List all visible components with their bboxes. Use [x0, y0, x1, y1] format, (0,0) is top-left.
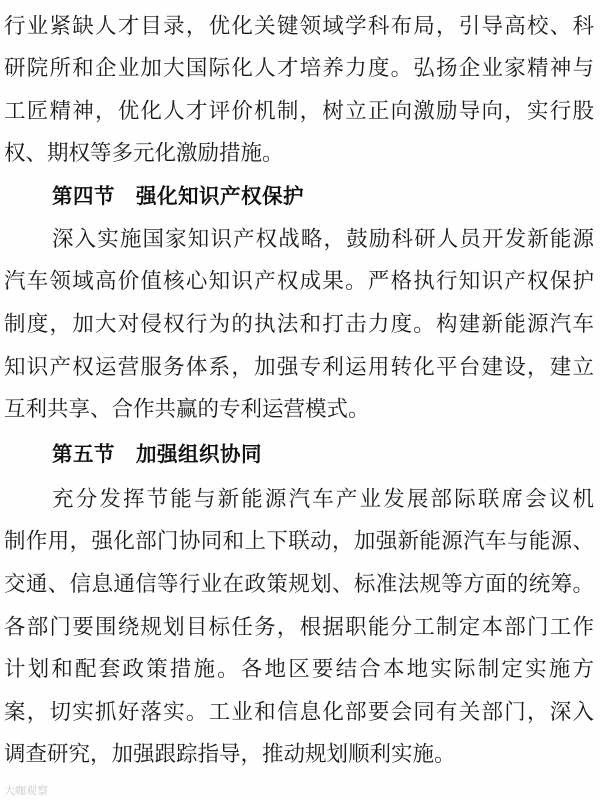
paragraph-line: 各部门要围绕规划目标任务，根据职能分工制定本部门工作: [4, 615, 594, 640]
paragraph-line: 案，切实抓好落实。工业和信息化部要会同有关部门，深入: [4, 700, 594, 725]
watermark: 大咖观察: [4, 784, 48, 797]
paragraph-line: 互利共享、合作共赢的专利运营模式。: [4, 397, 370, 422]
paragraph-line: 制作用，强化部门协同和上下联动，加强新能源汽车与能源、: [4, 529, 594, 554]
paragraph-line: 权、期权等多元化激励措施。: [4, 141, 284, 166]
section-heading-5: 第五节 加强组织协同: [52, 442, 262, 466]
paragraph-line: 制度，加大对侵权行为的执法和打击力度。构建新能源汽车: [4, 312, 594, 337]
paragraph-line: 行业紧缺人才目录，优化关键领域学科布局，引导高校、科: [4, 14, 594, 39]
paragraph-line: 工匠精神，优化人才评价机制，树立正向激励导向，实行股: [4, 99, 594, 124]
paragraph-line: 计划和配套政策措施。各地区要结合本地实际制定实施方: [4, 657, 594, 682]
paragraph-line: 知识产权运营服务体系，加强专利运用转化平台建设，建立: [4, 355, 594, 380]
paragraph-line: 交通、信息通信等行业在政策规划、标准法规等方面的统筹。: [4, 572, 594, 597]
section-heading-4: 第四节 强化知识产权保护: [52, 184, 304, 208]
paragraph-line: 汽车领域高价值核心知识产权成果。严格执行知识产权保护: [4, 269, 594, 294]
paragraph-line: 研院所和企业加大国际化人才培养力度。弘扬企业家精神与: [4, 56, 594, 81]
paragraph-line: 深入实施国家知识产权战略，鼓励科研人员开发新能源: [52, 227, 594, 252]
paragraph-line: 充分发挥节能与新能源汽车产业发展部际联席会议机: [52, 487, 594, 512]
paragraph-line: 调查研究，加强跟踪指导，推动规划顺利实施。: [4, 742, 456, 767]
